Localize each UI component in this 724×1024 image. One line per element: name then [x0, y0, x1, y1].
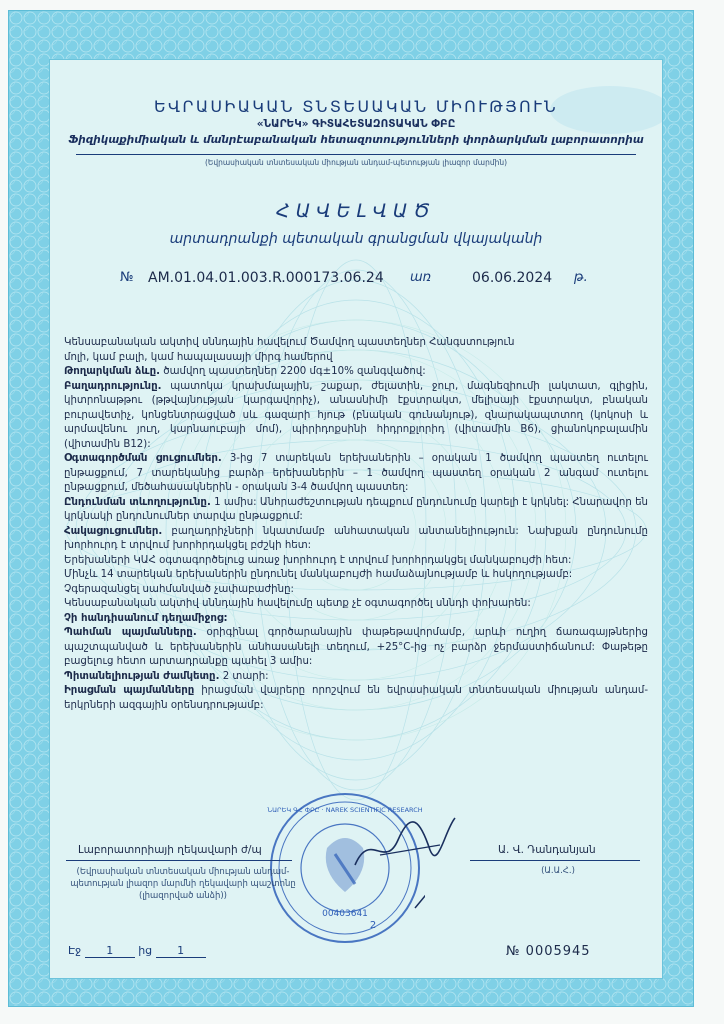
outer-frame	[8, 10, 694, 1007]
stamp-code: 00403641	[322, 909, 368, 919]
header-union: ԵՎՐԱՍԻԱԿԱՆ ՏՆՏԵՍԱԿԱՆ ՄԻՈՒԹՅՈՒՆ	[154, 97, 558, 116]
contraindications	[64, 525, 648, 554]
under14-advice: Մինչև 14 տարեկան երեխաներին ընդունել մանկաբույժի համաձայնությամբ և հսկողությամբ:	[64, 569, 573, 580]
release-form-label: Թողարկման ձևը.	[64, 366, 160, 377]
storage-text: օրիգինալ գործարանային փաթեթավորմամբ, արևի ուղիղ ճառագայթներից պաշտպանված և երեխաներին անհասանելի տեղում, +25°C-ից ոչ բարձր ջերմաստիճանում: Փաթեթը բացելուց հետո արտադրանքը պահել 3 ամիս:	[64, 627, 648, 667]
children-advice: Երեխաների ԿԱՀ օգտագործելուց առաջ խորհուրդ է տրվում խորհրդակցել մանկաբույժի հետ:	[64, 554, 572, 566]
header-note: (Եվրասիական տնտեսական միության անդամ-պետության լիազոր մարմին)	[204, 158, 508, 167]
certificate-number: AM.01.04.01.003.R.000173.06.24	[148, 270, 384, 286]
signature-initials: (Ա.Ա.Հ.)	[541, 866, 575, 876]
page-number: 1	[85, 944, 135, 958]
page-of-label: ից	[138, 944, 153, 957]
product-name-line-2: մոլի, կամ բալի, կամ հապալասայի միրգ համերով	[64, 351, 333, 363]
signature-note: (Եվրասիական տնտեսական միության անդամ-պետության լիազոր մարմնի ղեկավարի պաշտոնը (լիազորված անձի))	[70, 867, 296, 901]
shelf-life	[64, 670, 648, 685]
signature-line-right	[470, 860, 640, 861]
not-food-replacement: Կենսաբանական ակտիվ սննդային հավելումը պետք չէ օգտագործել սննդի փոխարեն:	[64, 598, 531, 609]
sale-conditions	[64, 684, 648, 713]
usage-label: Օգտագործման ցուցումներ.	[64, 453, 222, 464]
signature-label: Լաբորատորիայի ղեկավարի ժ/պ	[78, 844, 262, 856]
composition	[64, 380, 648, 453]
contraindications-label: Հակացուցումներ.	[64, 525, 163, 537]
duration-text: 1 ամիս: Անհրաժեշտության դեպքում ընդունումը կարելի է կրկնել: Հնարավոր են կրկնակի ընդունումներ տարվա ընթացքում:	[64, 496, 648, 522]
not-medicine-text: Չի հանդիսանում դեղամիջոց:	[64, 612, 228, 624]
product-name-line-1: Կենսաբանական ակտիվ սննդային հավելում Ծամվող պաստեղներ Հանգստություն	[64, 337, 515, 348]
sale-conditions-text: իրացման վայրերը որոշվում են եվրասիական տնտեսական միության անդամ-երկրների ազգային օրենսդրությամբ:	[64, 685, 648, 711]
composition-label: Բաղադրությունը.	[64, 380, 162, 392]
shelf-life-label: Պիտանելիության ժամկետը.	[64, 670, 220, 682]
contraindications-text: բաղադրիչների նկատմամբ անհատական անտանելիություն: Նախքան ընդունումը խորհուրդ է տրվում խորհրդակցել բժշկի հետ:	[64, 525, 648, 551]
certificate-date: 06.06.2024	[472, 270, 553, 286]
certificate-body	[64, 336, 648, 713]
certificate-number-row	[120, 270, 610, 294]
release-form	[64, 365, 648, 380]
page-label: Էջ	[68, 944, 82, 957]
document-subtitle: արտադրանքի պետական գրանցման վկայականի	[169, 231, 543, 247]
header-organization: «ՆԱՐԵԿ» ԳԻՏԱՀԵՏԱԶՈՏԱԿԱՆ ՓԲԸ	[256, 118, 456, 130]
serial-value: 0005945	[525, 944, 591, 959]
shelf-life-text: 2 տարի:	[219, 670, 269, 682]
date-prefix: առ	[410, 270, 432, 285]
dose-advice: Չգերազանցել սահմանված չափաբաժինը:	[64, 583, 294, 595]
inner-panel	[49, 59, 663, 979]
usage	[64, 452, 648, 496]
release-form-text: ծամվող պաստեղներ 2200 մգ±10% զանգվածով:	[159, 366, 426, 377]
number-symbol: №	[120, 270, 134, 285]
header-laboratory: Ֆիզիկաքիմիական և մանրէաբանական հետազոտությունների փորձարկման լաբորատորիա	[68, 134, 644, 146]
not-medicine	[64, 612, 648, 627]
signature-line-left	[66, 860, 292, 861]
duration	[64, 496, 648, 525]
duration-label: Ընդունման տևողությունը.	[64, 496, 211, 508]
storage	[64, 626, 648, 670]
storage-label: Պահման պայմանները.	[64, 627, 197, 638]
serial-symbol: №	[506, 944, 521, 959]
document-title: ՀԱՎԵԼՎԱԾ	[276, 200, 436, 222]
stamp-number: 2	[369, 920, 377, 931]
signatory-name: Ա. Վ. Դանդանյան	[498, 844, 596, 856]
certificate-content	[50, 60, 662, 978]
stamp-ring-text: ՆԱՐԵԿ ԳՀ ՓԲԸ · NAREK SCIENTIFIC RESEARCH	[267, 806, 423, 814]
handwritten-signature	[350, 810, 460, 880]
serial-number	[506, 944, 591, 959]
page-counter	[68, 944, 206, 958]
page-total: 1	[156, 944, 206, 958]
usage-text: 3-ից 7 տարեկան երեխաներին – օրական 1 ծամվող պաստեղ ուտելու ընթացքում, 7 տարեկանից բարձր երեխաներին – 1 ծամվող պաստեղ օրական 2 անգամ ուտելու ընթացքում, մեծահասակներին - օրական 3-4 ծամվող պաստեղ:	[64, 453, 648, 493]
sale-conditions-label: Իրացման պայմանները	[64, 685, 195, 696]
header-divider	[76, 154, 636, 155]
year-suffix: թ.	[574, 270, 588, 285]
composition-text: պատոկա կրախմալային, շաքար, ժելատին, ջուր, մագնեզիումի լակտատ, գլիցին, կիտրոնաթթու (թթվայնության կարգավորիչ), անասնիմի էքստրակտ, մելիսայի էքստրակտ, բնական բուրավետիչ, կոնցենտրացված սև գազարի հյութ (բնական գունանյութ), զնարակապտտող (կոկոսի և արմավենու յուղ, կարնաուբայի մոմ), պիրիդոքսինի հիդրոքլորիդ (վիտամին B6), ցիանոկոբալամին (վիտամին B12):	[64, 380, 648, 450]
